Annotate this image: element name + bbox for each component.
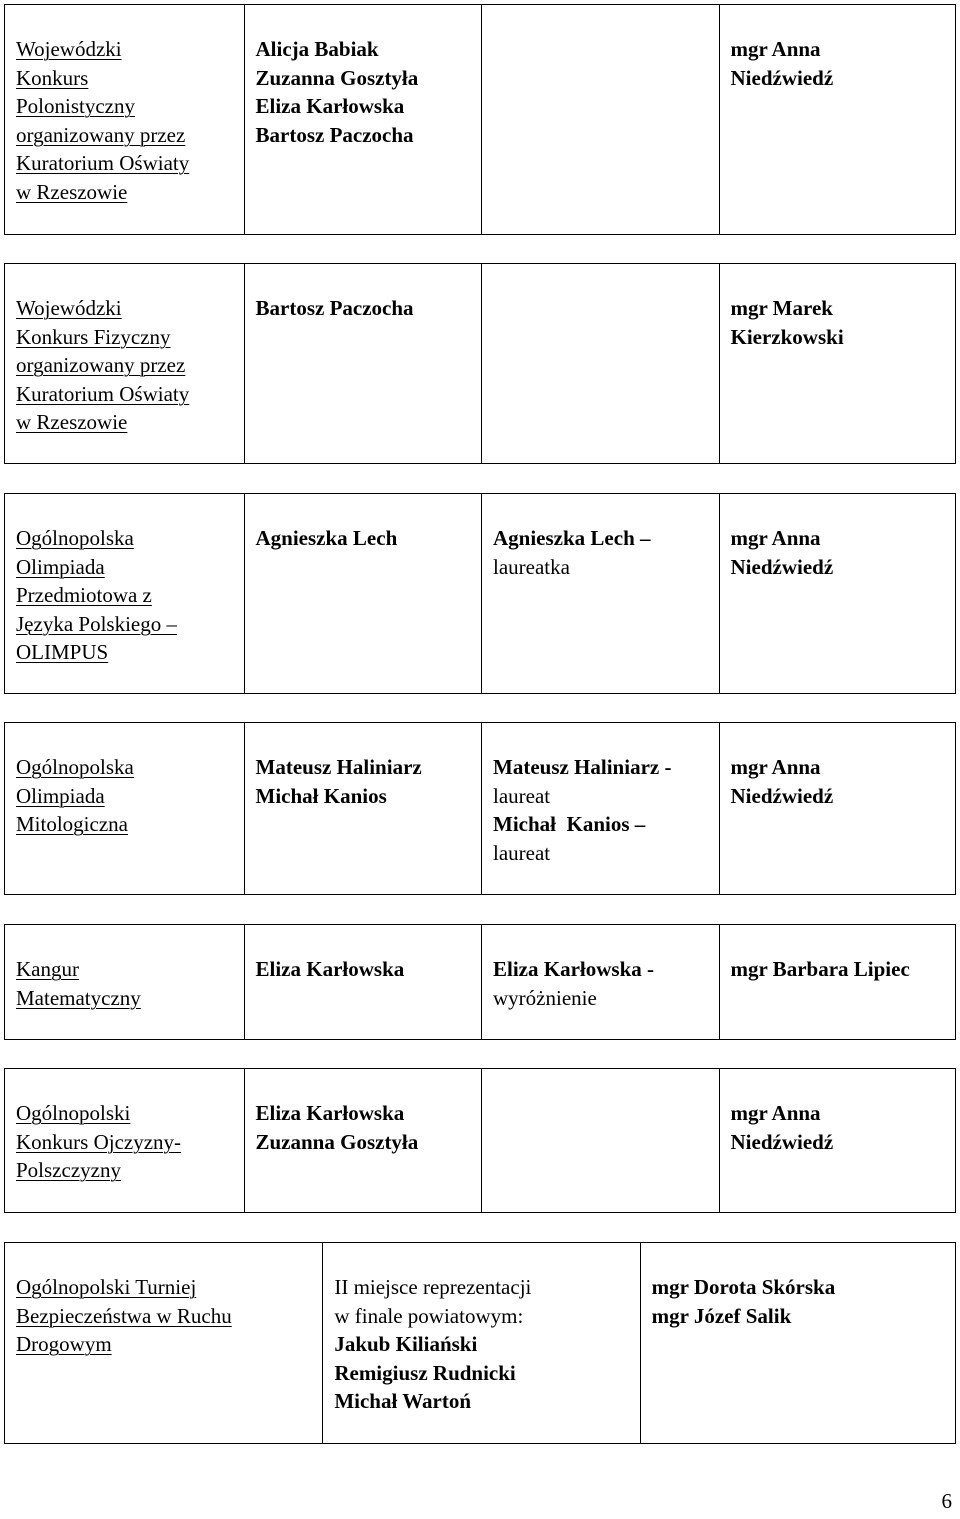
participant-name: Bartosz Paczocha	[255, 122, 414, 147]
result-line: wyróżnienie	[493, 985, 597, 1010]
participants-cell	[244, 5, 482, 234]
contest-line: Ogólnopolski	[16, 1101, 131, 1125]
teacher-cell	[719, 264, 956, 463]
table-row	[4, 1068, 956, 1213]
result-cell	[322, 1243, 639, 1443]
participant-name: Agnieszka Lech	[255, 526, 398, 550]
contest-cell	[5, 723, 244, 894]
participant-name: Remigiusz Rudnicki	[334, 1360, 516, 1385]
teacher-name: Niedźwiedź	[730, 554, 834, 579]
contest-line: Olimpiada	[16, 554, 105, 579]
teacher-name: mgr Józef Salik	[651, 1303, 792, 1328]
teacher-name: mgr Marek	[730, 296, 833, 320]
contest-line: organizowany przez	[16, 122, 186, 147]
teacher-cell	[719, 1069, 956, 1212]
participant-name: Zuzanna Gosztyła	[255, 65, 419, 90]
result-line: II miejsce reprezentacji	[334, 1275, 532, 1299]
participants-cell	[244, 264, 482, 463]
result-line: Mateusz Haliniarz -	[493, 755, 672, 779]
contest-line: Konkurs	[16, 65, 89, 90]
participant-name: Eliza Karłowska	[255, 94, 405, 118]
table-row	[4, 924, 956, 1040]
participant-name: Eliza Karłowska	[255, 1101, 405, 1125]
participants-cell	[244, 723, 482, 894]
contest-cell	[5, 494, 244, 693]
participants-cell	[244, 925, 482, 1039]
contest-cell	[5, 5, 244, 234]
teacher-name: mgr Anna	[730, 755, 821, 779]
contest-line: w Rzeszowie	[16, 410, 128, 434]
teacher-name: mgr Dorota Skórska	[651, 1275, 836, 1299]
contest-line: Olimpiada	[16, 783, 105, 808]
participant-name: Zuzanna Gosztyła	[255, 1129, 419, 1154]
contest-cell	[5, 925, 244, 1039]
participant-name: Michał Kanios	[255, 783, 387, 808]
result-line: Eliza Karłowska -	[493, 957, 654, 981]
contest-line: Wojewódzki	[16, 296, 122, 320]
result-line: laureat	[493, 840, 551, 865]
result-line: laureat	[493, 783, 551, 808]
participants-cell	[244, 1069, 482, 1212]
contest-line: Konkurs Ojczyzny-	[16, 1129, 182, 1154]
contest-line: Polonistyczny	[16, 94, 135, 118]
table-row	[4, 4, 956, 235]
contest-line: Mitologiczna	[16, 812, 128, 836]
contest-line: Drogowym	[16, 1332, 112, 1356]
result-line: Michał Kanios –	[493, 812, 646, 836]
page-number: 6	[941, 1488, 952, 1513]
result-line: laureatka	[493, 554, 570, 579]
result-line: Agnieszka Lech –	[493, 526, 651, 550]
contest-line: Języka Polskiego –	[16, 611, 177, 636]
teacher-name: Niedźwiedź	[730, 783, 834, 808]
result-cell	[481, 264, 719, 463]
result-cell	[481, 494, 719, 693]
participant-name: Mateusz Haliniarz	[255, 755, 422, 779]
teacher-name: mgr Barbara Lipiec	[730, 957, 910, 981]
participant-name: Bartosz Paczocha	[255, 296, 414, 320]
contest-cell	[5, 1243, 322, 1443]
contest-line: Konkurs Fizyczny	[16, 324, 171, 349]
contest-line: Ogólnopolska	[16, 526, 134, 550]
result-cell	[481, 723, 719, 894]
teacher-cell	[719, 5, 956, 234]
contest-line: w Rzeszowie	[16, 179, 128, 204]
teacher-name: Niedźwiedź	[730, 65, 834, 90]
result-cell	[481, 5, 719, 234]
contest-line: Polszczyzny	[16, 1158, 121, 1182]
teacher-cell	[719, 723, 956, 894]
participant-name: Alicja Babiak	[255, 37, 379, 61]
result-cell	[481, 1069, 719, 1212]
contest-line: Ogólnopolska	[16, 755, 134, 779]
teacher-name: mgr Anna	[730, 37, 821, 61]
contest-line: Bezpieczeństwa w Ruchu	[16, 1303, 232, 1328]
teacher-name: Kierzkowski	[730, 324, 844, 349]
participant-name: Jakub Kiliański	[334, 1332, 478, 1356]
teacher-cell	[719, 925, 956, 1039]
contest-line: Kangur	[16, 957, 79, 981]
contest-line: OLIMPUS	[16, 640, 109, 664]
participant-name: Eliza Karłowska	[255, 957, 405, 981]
teacher-cell	[640, 1243, 955, 1443]
teacher-cell	[719, 494, 956, 693]
table-row	[4, 1242, 956, 1444]
contest-line: Matematyczny	[16, 985, 141, 1010]
table-row	[4, 722, 956, 895]
contest-line: Przedmiotowa z	[16, 583, 152, 607]
table-row	[4, 493, 956, 694]
teacher-name: mgr Anna	[730, 1101, 821, 1125]
teacher-name: mgr Anna	[730, 526, 821, 550]
contest-line: Kuratorium Oświaty	[16, 151, 190, 175]
table-row	[4, 263, 956, 464]
contest-cell	[5, 1069, 244, 1212]
teacher-name: Niedźwiedź	[730, 1129, 834, 1154]
contest-line: Wojewódzki	[16, 37, 122, 61]
participant-name: Michał Wartoń	[334, 1389, 472, 1413]
contest-line: organizowany przez	[16, 353, 186, 377]
participants-cell	[244, 494, 482, 693]
contest-line: Ogólnopolski Turniej	[16, 1275, 197, 1299]
contest-line: Kuratorium Oświaty	[16, 381, 190, 406]
result-line: w finale powiatowym:	[334, 1303, 524, 1328]
result-cell	[481, 925, 719, 1039]
contest-cell	[5, 264, 244, 463]
